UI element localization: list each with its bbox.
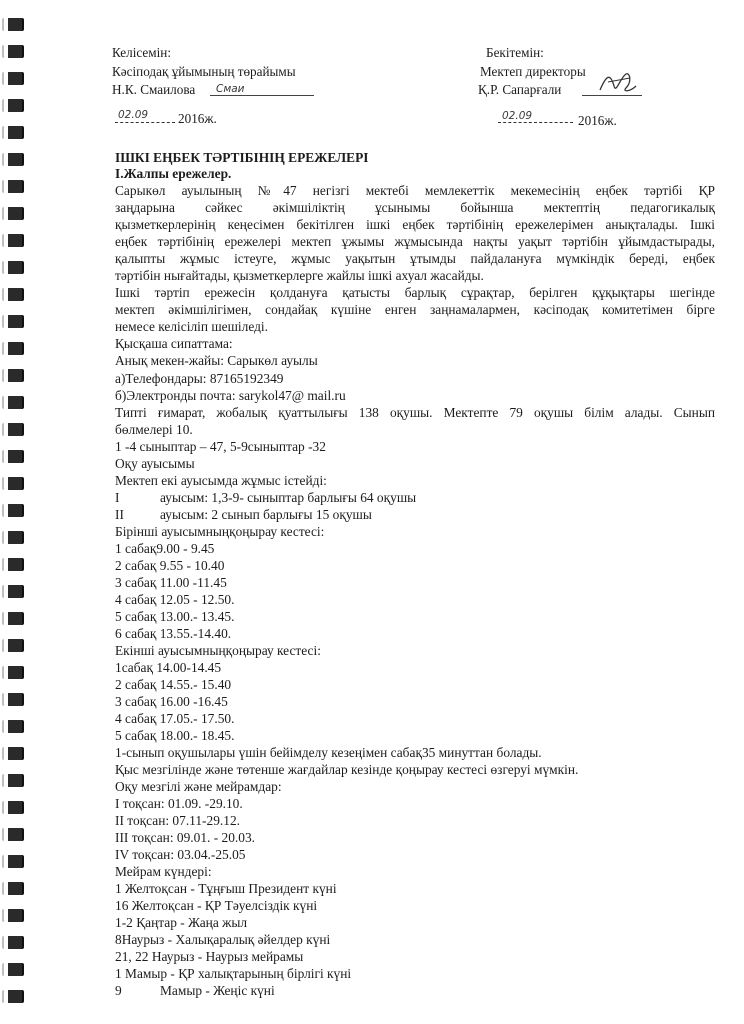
term-item: ІІІ тоқсан: 09.01. - 20.03. (115, 830, 255, 845)
schedule2-lesson: 4 сабақ 17.05.- 17.50. (115, 711, 235, 726)
union-chair-position: Кәсіподақ ұйымының төрайымы (112, 64, 296, 79)
note-winter: Қыс мезгілінде және төтенше жағдайлар кезінде қоңырау кестесі өзгеруі мүмкін. (115, 762, 579, 777)
info-grades: 1 -4 сыныптар – 47, 5-9сыныптар -32 (115, 439, 326, 454)
right-year: 2016ж. (578, 113, 617, 128)
director-signature-mark (596, 68, 638, 98)
holiday-item: 21, 22 Наурыз - Наурыз мейрамы (115, 949, 304, 964)
holiday-item: 16 Желтоқсан - ҚР Тәуелсіздік күні (115, 898, 318, 913)
left-signature: Смаи (216, 83, 245, 95)
para1-line: қызметкерлерінің кеңесімен бекітілген ішкі еңбек тәртібінің ережелерімен анықталады. Ішкі (115, 217, 715, 232)
director-name: Қ.Р. Сапарғали (478, 82, 562, 97)
schedule2-lesson: 5 сабақ 18.00.- 18.45. (115, 728, 235, 743)
schedule1-lesson: 6 сабақ 13.55.-14.40. (115, 626, 232, 641)
left-year: 2016ж. (178, 111, 217, 126)
term-item: ІІ тоқсан: 07.11-29.12. (115, 813, 240, 828)
terms-heading: Оқу мезгілі және мейрамдар: (115, 779, 282, 794)
info-building: Типті ғимарат, жобалық қуаттылығы 138 оқушы. Мектепте 79 оқушы білім алады. Сынып (115, 405, 715, 420)
term-item: ІV тоқсан: 03.04.-25.05 (115, 847, 246, 862)
para1-line: тәртібін нығайтады, қызметкерлерге жайлы ішкі ахуал жасайды. (115, 268, 484, 283)
info-heading: Қысқаша сипаттама: (115, 336, 233, 351)
shift1-text: ауысым: 1,3-9- сыныптар барлығы 64 оқушы (160, 490, 417, 505)
right-date-handwritten: 02.09 (502, 110, 533, 122)
schedule2-heading: Екінші ауысымныңқоңырау кестесі: (115, 643, 321, 658)
agree-label: Келісемін: (112, 45, 171, 60)
schedule1-lesson: 3 сабақ 11.00 -11.45 (115, 575, 227, 590)
schedule2-lesson: 2 сабақ 14.55.- 15.40 (115, 677, 232, 692)
holiday-item: 1-2 Қаңтар - Жаңа жыл (115, 915, 248, 930)
schedule1-lesson: 2 сабақ 9.55 - 10.40 (115, 558, 225, 573)
holiday-item: 8Наурыз - Халықаралық әйелдер күні (115, 932, 331, 947)
holiday-victory-day-number: 9 (115, 983, 122, 998)
para1-line: еңбек тәртібінің ережелері мектеп ұжымы жұмысында нақты уақыт тәртібін ұйымдастырады, (115, 234, 715, 249)
para2-line: Ішкі тәртіп ережесін қолдануға қатысты барлық сұрақтар, берілген құқықтары шегінде (115, 285, 715, 300)
right-date-line (498, 122, 573, 123)
info-address: Анық мекен-жайы: Сарыкөл ауылы (115, 353, 318, 368)
schedule2-lesson: 1сабақ 14.00-14.45 (115, 660, 222, 675)
schedule1-heading: Бірінші ауысымныңқоңырау кестесі: (115, 524, 325, 539)
holiday-item: 1 Мамыр - ҚР халықтарының бірлігі күні (115, 966, 352, 981)
left-signature-line (210, 95, 314, 96)
schedule2-lesson: 3 сабақ 16.00 -16.45 (115, 694, 228, 709)
approve-label: Бекітемін: (486, 45, 544, 60)
para2-line: немесе келісіліп шешіледі. (115, 319, 268, 334)
union-chair-name: Н.К. Смаилова (112, 82, 196, 97)
note-first-grade: 1-сынып оқушылары үшін бейімделу кезеңімен сабақ35 минуттан болады. (115, 745, 542, 760)
holiday-victory-day: Мамыр - Жеңіс күні (160, 983, 275, 998)
info-rooms: бөлмелері 10. (115, 422, 193, 437)
para1-line: қалыпты жұмыс істеуге, жұмыс уақытын ұтымды пайдалануға мүмкіндік береді, еңбек (115, 251, 715, 266)
shift2-text: ауысым: 2 сынып барлығы 15 оқушы (160, 507, 372, 522)
para1-line: Сарыкөл ауылының №47 негізгі мектебі мемлекеттік мекемесінің еңбек тәртібі ҚР (115, 183, 715, 198)
term-item: І тоқсан: 01.09. -29.10. (115, 796, 243, 811)
para1-line: заңдарына сәйкес әкімшіліктің ұсынымы бойынша мектептің педагогикалық (115, 200, 715, 215)
left-date-handwritten: 02.09 (118, 109, 149, 121)
info-mode: Оқу ауысымы (115, 456, 195, 471)
shift2-number: ІІ (115, 507, 124, 522)
schedule1-lesson: 5 сабақ 13.00.- 13.45. (115, 609, 235, 624)
info-phone: а)Телефондары: 87165192349 (115, 371, 284, 386)
info-shifts-intro: Мектеп екі ауысымда жұмыс істейді: (115, 473, 327, 488)
para2-line: мектеп әкімшілігімен, сондайақ күшіне енген заңнамалармен, кәсіподақ комитетімен бірге (115, 302, 715, 317)
schedule1-lesson: 4 сабақ 12.05 - 12.50. (115, 592, 235, 607)
section-heading-general: І.Жалпы ережелер. (115, 166, 232, 181)
shift1-number: І (115, 490, 120, 505)
left-date-line (115, 122, 175, 123)
holidays-heading: Мейрам күндері: (115, 864, 212, 879)
schedule1-lesson: 1 сабақ9.00 - 9.45 (115, 541, 215, 556)
info-email: б)Электронды почта: sarykol47@ mail.ru (115, 388, 346, 403)
director-position: Мектеп директоры (480, 64, 586, 79)
document-title: ІШКІ ЕҢБЕК ТӘРТІБІНІҢ ЕРЕЖЕЛЕРІ (115, 150, 369, 165)
holiday-item: 1 Желтоқсан - Тұңғыш Президент күні (115, 881, 337, 896)
